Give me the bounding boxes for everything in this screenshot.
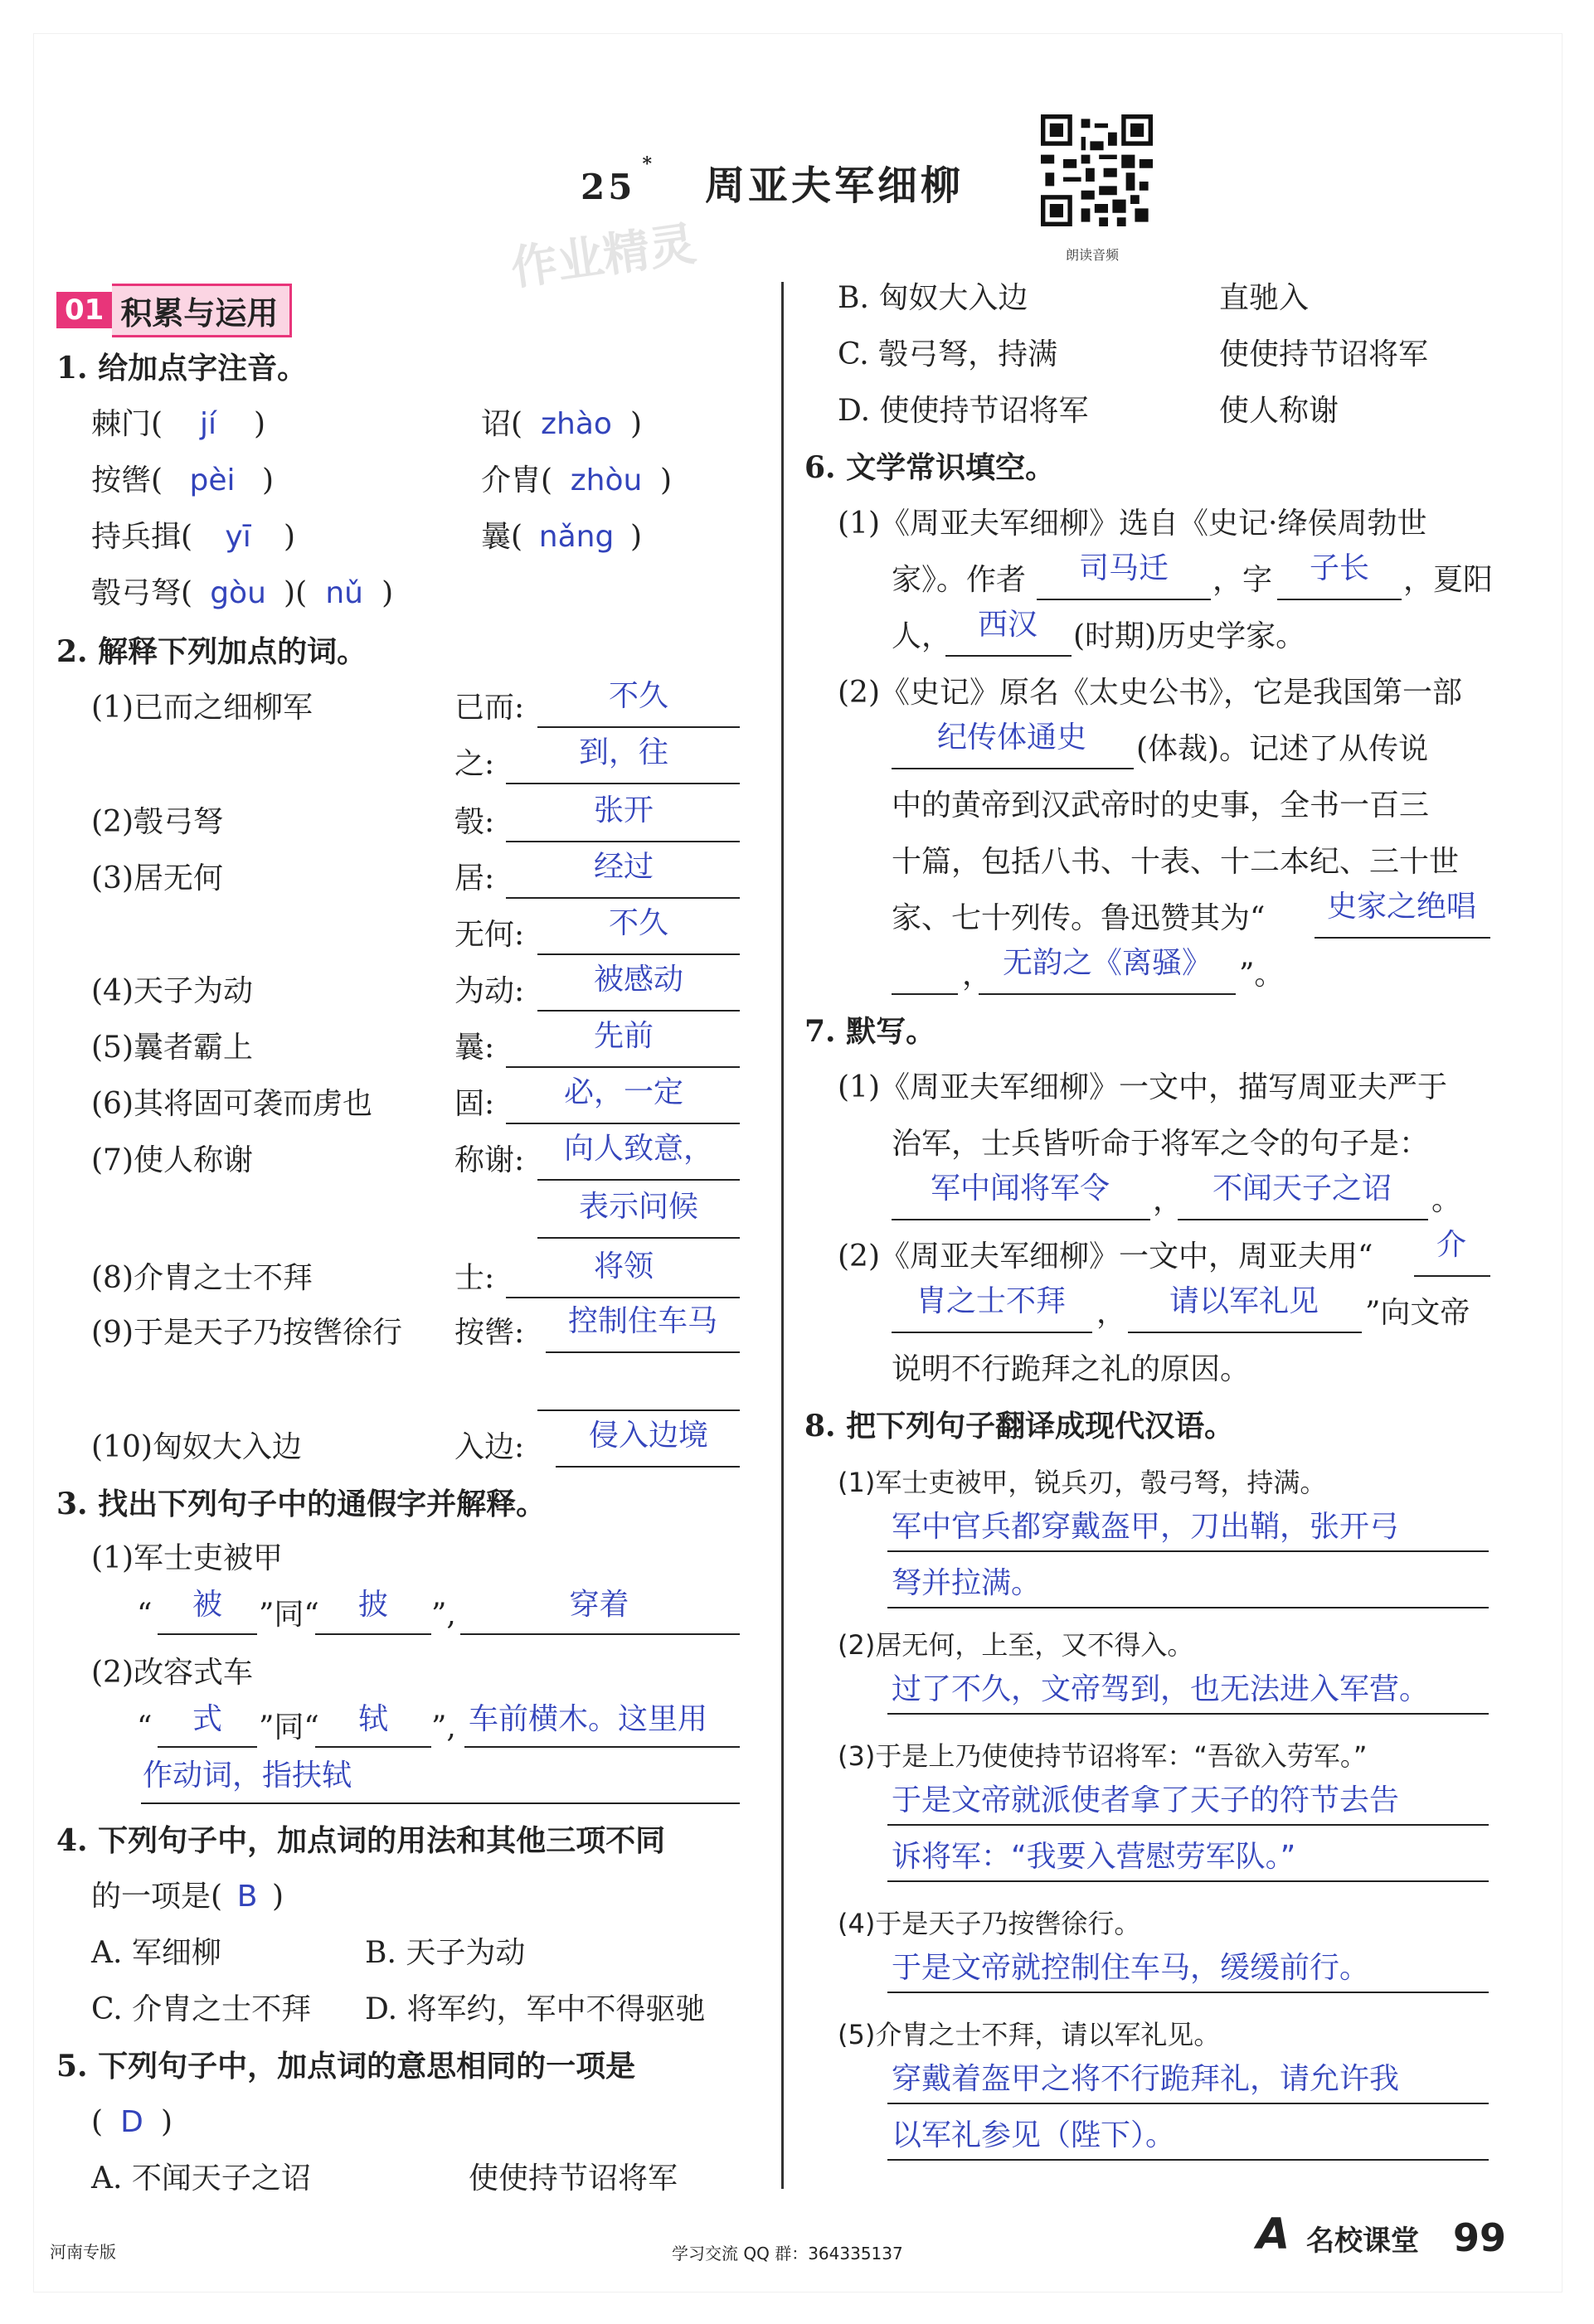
q3-sentence-1: (1)军士吏被甲	[91, 1541, 283, 1575]
q2-word: 居:	[454, 861, 495, 895]
q7-sep: ，	[1096, 1296, 1127, 1330]
q2-sentence: (7)使人称谢	[91, 1143, 253, 1177]
q2-answer: 被感动	[593, 963, 683, 997]
q5-option-d2: 使人称谢	[1219, 394, 1339, 428]
q8-source: (5)介胄之士不拜，请以军礼见。	[838, 2019, 1221, 2050]
q8-answer: 穿戴着盔甲之将不行跪拜礼，请允许我	[892, 2062, 1400, 2096]
q1-item: 持兵揖( yī )	[91, 520, 296, 554]
q3-answer: 轼	[357, 1702, 388, 1736]
q6-p1-line2c: ，夏阳	[1403, 563, 1494, 597]
q1-item: 按辔( pèi )	[91, 463, 275, 497]
q6-answer: 纪传体通史	[936, 720, 1086, 754]
answer-line	[892, 1332, 1092, 1333]
answer-line	[506, 897, 740, 899]
q2-answer: 向人致意，	[563, 1132, 713, 1166]
q8-source: (3)于是上乃使使持节诏将军：“吾欲入劳军。”	[838, 1740, 1368, 1772]
q3-answer: 式	[192, 1702, 222, 1736]
q6-p1-line1: (1)《周亚夫军细柳》选自《史记·绛侯周勃世	[838, 507, 1427, 541]
q3-quote-close: ”,	[431, 1710, 456, 1744]
brand-logo-icon: A	[1256, 2210, 1290, 2259]
q7-p1-line2: 治军，士兵皆听命于将军之令的句子是：	[892, 1127, 1430, 1161]
q3-answer: 穿着	[569, 1588, 629, 1622]
q6-answer: 史家之绝唱	[1326, 890, 1476, 924]
answer-line	[887, 1550, 1489, 1552]
answer-line	[1037, 599, 1211, 600]
watermark: 作业精灵	[508, 216, 700, 297]
q6-p1-line2b: ，字	[1213, 563, 1273, 597]
q5-option-c: C. 彀弓弩，持满	[838, 337, 1058, 371]
q2-answer: 将领	[593, 1249, 654, 1283]
qr-caption: 朗读音频	[1066, 247, 1120, 263]
answer-line	[537, 726, 740, 728]
q5-option-a: A. 不闻天子之诏	[91, 2161, 311, 2195]
q5-option-b2: 直驰入	[1219, 281, 1310, 315]
answer-line	[1178, 1219, 1428, 1220]
q2-word: 入边:	[454, 1430, 525, 1464]
footer-region: 河南专版	[50, 2242, 116, 2262]
q2-answer: 侵入边境	[588, 1419, 708, 1453]
q5-option-c2: 使使持节诏将军	[1219, 337, 1429, 371]
answer-line	[546, 1351, 740, 1353]
q6-p2-line2: (体裁)。记述了从传说	[1136, 732, 1429, 766]
answer-line	[460, 1633, 740, 1635]
q7-sep: ，	[1153, 1183, 1183, 1217]
lesson-title-text: 周亚夫军细柳	[704, 163, 964, 209]
q2-sentence: (8)介胄之士不拜	[91, 1261, 313, 1295]
answer-line	[506, 1297, 740, 1298]
q2-word: 曩:	[454, 1031, 495, 1065]
q8-answer: 诉将军：“我要入营慰劳军队。”	[892, 1840, 1296, 1874]
q3-quote-open: “	[137, 1598, 153, 1632]
answer-line	[945, 655, 1072, 657]
q1-item: 彀弓弩( gòu )( nǔ )	[91, 576, 394, 610]
page-number: 99	[1453, 2215, 1507, 2260]
q2-answer: 不久	[608, 906, 668, 940]
q2-answer: 表示问候	[578, 1190, 698, 1224]
q7-p2-line2: ”向文帝	[1365, 1296, 1470, 1330]
answer-line	[464, 1746, 740, 1748]
q6-p1-line3b: (时期)历史学家。	[1073, 619, 1306, 653]
q2-answer: 经过	[593, 850, 654, 884]
q1-item: 曩( nǎng )	[481, 520, 643, 554]
q2-stem: 2. 解释下列加点的词。	[56, 634, 367, 669]
q8-source: (4)于是天子乃按辔徐行。	[838, 1908, 1141, 1939]
answer-line	[537, 1179, 740, 1181]
answer-line	[1277, 599, 1402, 600]
q8-answer: 以军礼参见（陛下）。	[892, 2118, 1176, 2152]
q8-answer: 过了不久，文帝驾到，也无法进入军营。	[892, 1672, 1430, 1706]
q2-sentence: (6)其将固可袭而虏也	[91, 1087, 372, 1121]
lesson-title	[581, 153, 964, 211]
section-badge	[56, 289, 292, 332]
q6-p2-line6b: ”。	[1239, 958, 1285, 992]
q7-answer: 介	[1436, 1228, 1466, 1262]
answer-line	[887, 2103, 1489, 2104]
q5-option-a2: 使使持节诏将军	[469, 2161, 678, 2195]
q2-sentence: (2)彀弓弩	[91, 805, 223, 839]
answer-line	[887, 2159, 1489, 2161]
q8-answer: 于是文帝就派使者拿了天子的符节去告	[892, 1783, 1400, 1817]
answer-line	[506, 783, 740, 784]
q6-p2-line1: (2)《史记》原名《太史公书》，它是我国第一部	[838, 676, 1462, 710]
section-number: 01	[56, 292, 112, 328]
answer-line	[892, 993, 958, 995]
q8-answer: 于是文帝就控制住车马，缓缓前行。	[892, 1951, 1370, 1985]
answer-line	[887, 1992, 1489, 1993]
q5-option-d: D. 使使持节诏将军	[838, 394, 1089, 428]
q1-item: 诏( zhào )	[481, 407, 643, 441]
q1-stem: 1. 给加点字注音。	[56, 351, 308, 386]
q3-answer: 披	[357, 1588, 388, 1622]
q3-tong: ”同“	[259, 1598, 319, 1632]
q2-sentence: (5)曩者霸上	[91, 1031, 253, 1065]
answer-line	[141, 1802, 740, 1804]
answer-line	[892, 768, 1134, 769]
answer-line	[1315, 937, 1490, 939]
q5-stem: 5. 下列句子中，加点词的意思相同的一项是	[56, 2049, 636, 2084]
q2-word: 之:	[454, 747, 495, 781]
q3-answer: 车前横木。这里用	[469, 1702, 708, 1736]
q8-source: (2)居无何，上至，又不得入。	[838, 1629, 1194, 1661]
q8-stem: 8. 把下列句子翻译成现代汉语。	[804, 1409, 1235, 1443]
q6-answer: 子长	[1309, 551, 1369, 585]
qr-code-icon[interactable]	[1041, 114, 1153, 226]
q2-sentence: (1)已而之细柳军	[91, 691, 313, 725]
q2-word: 称谢:	[454, 1143, 525, 1177]
q2-word: 已而:	[454, 691, 525, 725]
lesson-star: *	[642, 153, 655, 175]
answer-line	[537, 953, 740, 955]
answer-line	[158, 1746, 257, 1748]
q7-stem: 7. 默写。	[804, 1014, 936, 1049]
q2-sentence: (10)匈奴大入边	[91, 1430, 302, 1464]
q4-option: A. 军细柳	[91, 1936, 221, 1970]
q2-answer: 必，一定	[563, 1075, 683, 1109]
q6-answer: 无韵之《离骚》	[1002, 946, 1212, 980]
answer-line	[1128, 1332, 1362, 1333]
q7-answer: 请以军礼见	[1169, 1284, 1319, 1318]
answer-line	[887, 1713, 1489, 1715]
answer-line	[892, 1219, 1150, 1220]
q2-sentence: (4)天子为动	[91, 974, 253, 1008]
q7-answer: 胄之士不拜	[916, 1284, 1066, 1318]
q3-answer: 被	[192, 1588, 222, 1622]
q3-stem: 3. 找出下列句子中的通假字并解释。	[56, 1487, 547, 1521]
q4-option: D. 将军约，军中不得驱驰	[365, 1992, 706, 2026]
footer-brand: 名校课堂	[1306, 2225, 1419, 2258]
q4-stem-1: 4. 下列句子中，加点词的用法和其他三项不同	[56, 1823, 666, 1858]
q2-sentence: (3)居无何	[91, 861, 223, 895]
q6-p2-line4: 十篇，包括八书、十表、十二本纪、三十世	[892, 845, 1460, 879]
answer-line	[506, 1066, 740, 1068]
lesson-number: 25	[581, 167, 636, 207]
answer-line	[887, 1880, 1489, 1882]
q2-answer: 不久	[608, 679, 668, 713]
q7-p2-line3: 说明不行跪拜之礼的原因。	[892, 1352, 1251, 1386]
answer-line	[887, 1824, 1489, 1826]
q6-stem: 6. 文学常识填空。	[804, 450, 1056, 485]
section-label: 积累与运用	[112, 284, 292, 337]
q2-word: 彀:	[454, 805, 495, 839]
q2-answer: 控制住车马	[567, 1304, 717, 1338]
q2-answer: 先前	[593, 1019, 654, 1053]
q7-end: 。	[1431, 1183, 1462, 1217]
q7-p2-line1: (2)《周亚夫军细柳》一文中，周亚夫用“	[838, 1240, 1373, 1274]
q6-p2-line5: 家、七十列传。鲁迅赞其为“	[892, 901, 1266, 935]
answer-line	[537, 1010, 740, 1012]
answer-line	[315, 1633, 431, 1635]
q2-word: 按辔:	[454, 1316, 525, 1350]
q7-p1-line1: (1)《周亚夫军细柳》一文中，描写周亚夫严于	[838, 1070, 1447, 1104]
q3-quote-open: “	[137, 1710, 153, 1744]
q3-tong: ”同“	[259, 1710, 319, 1744]
q2-answer: 张开	[593, 793, 654, 827]
q2-word: 士:	[454, 1261, 495, 1295]
q5-option-b: B. 匈奴大入边	[838, 281, 1028, 315]
q6-answer: 司马迁	[1078, 551, 1169, 585]
column-divider	[781, 282, 784, 2189]
q2-answer: 到，往	[578, 735, 668, 769]
q3-quote-close: ”,	[431, 1598, 456, 1632]
answer-line	[979, 993, 1236, 995]
q4-option: B. 天子为动	[365, 1936, 526, 1970]
q1-item: 棘门( jí )	[91, 407, 266, 441]
answer-line	[506, 841, 740, 842]
q7-answer: 军中闻将军令	[930, 1172, 1110, 1206]
q6-p2-line6a: ，	[962, 958, 993, 992]
q2-word: 固:	[454, 1087, 495, 1121]
q6-answer: 西汉	[977, 608, 1038, 642]
q3-answer: 作动词，指扶轼	[143, 1759, 352, 1793]
q7-answer: 不闻天子之诏	[1212, 1172, 1392, 1206]
q6-p1-line3a: 人，	[892, 619, 952, 653]
q2-word: 无何:	[454, 918, 525, 952]
q2-sentence: (9)于是天子乃按辔徐行	[91, 1316, 402, 1350]
q4-stem-2: 的一项是( B )	[91, 1880, 284, 1914]
answer-line	[315, 1746, 431, 1748]
answer-line	[158, 1633, 257, 1635]
q2-word: 为动:	[454, 974, 525, 1008]
q3-sentence-2: (2)改容式车	[91, 1656, 253, 1690]
q5-answer: ( D )	[91, 2105, 173, 2139]
answer-line	[537, 1409, 740, 1411]
q8-answer: 军中官兵都穿戴盔甲，刀出鞘，张开弓	[892, 1510, 1400, 1544]
answer-line	[887, 1607, 1489, 1608]
q6-p1-line2a: 家》。作者	[892, 563, 1027, 597]
answer-line	[556, 1466, 740, 1468]
answer-line	[506, 1123, 740, 1124]
answer-line	[1414, 1275, 1490, 1277]
q8-answer: 弩并拉满。	[892, 1566, 1042, 1600]
q1-item: 介胄( zhòu )	[481, 463, 673, 497]
q8-source: (1)军士吏被甲，锐兵刃，彀弓弩，持满。	[838, 1467, 1327, 1498]
footer-qq: 学习交流 QQ 群：364335137	[672, 2244, 903, 2263]
q4-option: C. 介胄之士不拜	[91, 1992, 312, 2026]
answer-line	[537, 1237, 740, 1239]
q6-p2-line3: 中的黄帝到汉武帝时的史事，全书一百三	[892, 788, 1430, 822]
